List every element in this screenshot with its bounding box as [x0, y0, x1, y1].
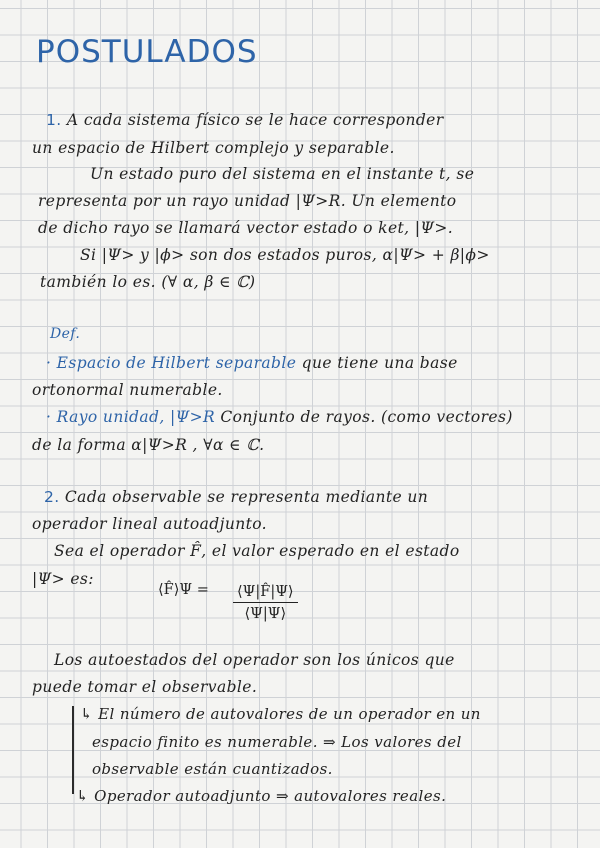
definition-2-text: Conjunto de rayos. (como vectores) — [215, 408, 513, 426]
postulate-1-text-1: A cada sistema físico se le hace corresponder — [66, 111, 444, 129]
postulate-1-line-7: también lo es. (∀ α, β ∈ ℂ) — [40, 273, 256, 291]
definitions-heading: Def. — [50, 326, 81, 342]
page-title: POSTULADOS — [36, 34, 258, 70]
expectation-formula-fraction — [233, 584, 298, 622]
postulate-1-line-3: Un estado puro del sistema en el instante t, se — [90, 165, 475, 183]
postulate-1-line-5: de dicho rayo se llamará vector estado o ket, |Ψ>. — [38, 219, 454, 237]
note-2: ↳ Operador autoadjunto ⇒ autovalores reales. — [76, 787, 447, 805]
definition-1-line-2: ortonormal numerable. — [32, 381, 223, 399]
formula-denominator: ⟨Ψ|Ψ⟩ — [244, 606, 287, 622]
definition-1-line-1 — [46, 354, 458, 372]
formula-numerator: ⟨Ψ|F̂|Ψ⟩ — [233, 584, 298, 603]
postulate-2-line-5: Los autoestados del operador son los únicos que — [54, 651, 455, 669]
note-bracket — [72, 706, 74, 794]
postulate-1-line-6: Si |Ψ> y |ϕ> son dos estados puros, α|Ψ> + β|ϕ> — [80, 246, 490, 264]
definition-1-text: que tiene una base — [296, 354, 458, 372]
note-1-line-3: observable están cuantizados. — [92, 760, 333, 778]
postulate-2-line-6: puede tomar el observable. — [32, 678, 258, 696]
postulate-1-number: 1. — [46, 111, 62, 129]
postulate-2-line-4: |Ψ> es: — [32, 570, 94, 588]
postulate-1-line-2: un espacio de Hilbert complejo y separable. — [32, 139, 395, 157]
postulate-1-line-4: representa por un rayo unidad |Ψ>R. Un elemento — [38, 192, 457, 210]
expectation-formula-lhs: ⟨F̂⟩Ψ = — [158, 582, 209, 598]
definition-1-term: · Espacio de Hilbert separable — [46, 354, 297, 372]
postulate-1-line-1 — [46, 111, 444, 129]
note-1-line-1: ↳ El número de autovalores de un operador en un — [80, 705, 481, 723]
postulate-2-line-2: operador lineal autoadjunto. — [32, 515, 267, 533]
definition-2-line-2: de la forma α|Ψ>R , ∀α ∈ ℂ. — [32, 436, 265, 454]
definition-2-term: · Rayo unidad, |Ψ>R — [46, 408, 216, 426]
postulate-2-text-1: Cada observable se representa mediante un — [64, 488, 429, 506]
note-1-line-2: espacio finito es numerable. ⇒ Los valores del — [92, 733, 462, 751]
postulate-2-line-1 — [44, 488, 428, 506]
postulate-2-number: 2. — [44, 488, 60, 506]
postulate-2-line-3: Sea el operador F̂, el valor esperado en el estado — [54, 542, 460, 560]
definition-2-line-1 — [46, 408, 513, 426]
